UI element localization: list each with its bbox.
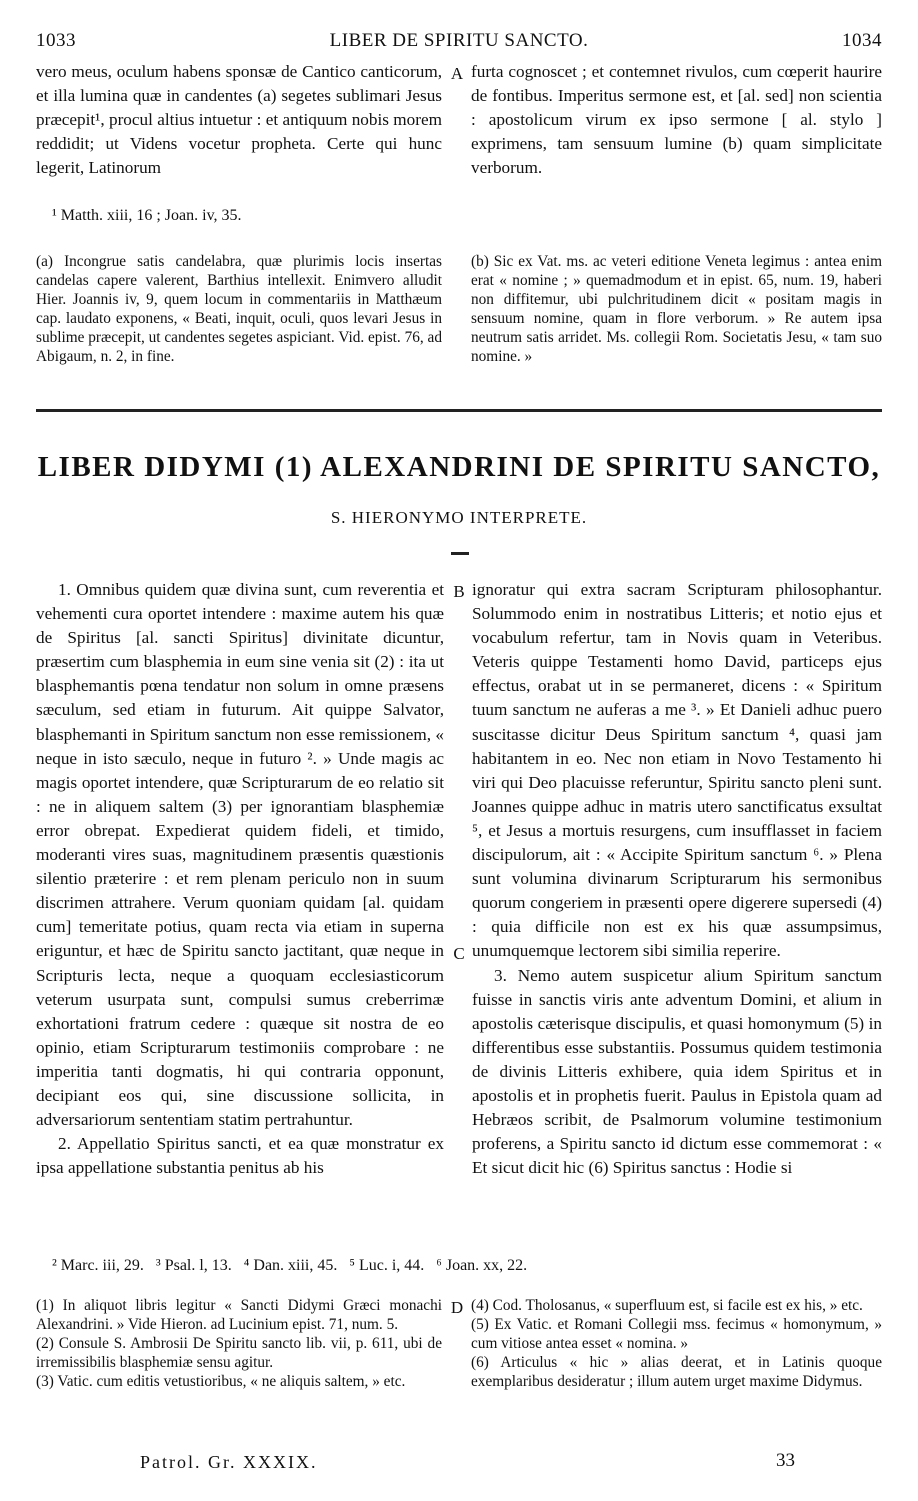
body-footnote-refs: ² Marc. iii, 29. ³ Psal. l, 13. ⁴ Dan. xiii, 45. ⁵ Luc. i, 44. ⁶ Joan. xx, 22. [52, 1257, 528, 1274]
margin-marker-c: C [453, 944, 465, 963]
section-divider [36, 409, 882, 412]
running-head [36, 30, 882, 60]
note-b-text: (b) Sic ex Vat. ms. ac veteri editione Veneta legimus : antea enim erat « nomine ; » quemadmodum et in epist. 65, num. 19, haberi non diffitemur, ubi pulchritudinem dicit « positam magis in sensuum nomine, quam in flore verborum. » Re autem ipsa neutrum satis arridet. Ms. collegii Rom. Societatis Jesu, « tam suo nomine. » [471, 253, 882, 365]
notes-right [471, 1296, 882, 1391]
note-4: (4) Cod. Tholosanus, « superfluum est, si facile est ex his, » etc. [471, 1297, 863, 1314]
note-3: (3) Vatic. cum editis vetustioribus, « ne aliquis saltem, » etc. [36, 1373, 406, 1390]
note-a-text: (a) Incongrue satis candelabra, quæ plurimis locis insertas candelas capere valerent, Barthius intellexit. Enimvero alludit Hier. Joannis iv, 9, quem locum in commentariis in Matthæum cap. laudato exponens, « Beati, inquit, oculi, quos levari Jesus in sublime præcepit, ut candentes segetes aspiciant. Vid. epist. 76, ad Abigaum, n. 2, in fine. [36, 253, 442, 365]
work-subtitle: S. HIERONYMO INTERPRETE. [330, 508, 588, 527]
top-left-column [36, 60, 442, 180]
paragraph-1: 1. Omnibus quidem quæ divina sunt, cum reverentia et vehementi cura oportet intendere : maxime autem his quæ de Spiritus [al. sancti Spiritus] divinitate dicuntur, præsertim cum blasphemia in eum sine venia sit (2) : ita ut blasphemantis pœna tendatur non solum in omne præsens sæculum, sed etiam in futurum. Ait quippe Salvator, blasphemanti in Spiritum sanctum non esse remissionem, « neque in isto sæculo, neque in futuro ². » Unde magis ac magis oportet intendere, quæ Scripturarum de eo relatio sit : ne in aliquem saltem (3) per ignorantiam blasphemiæ error obrepat. Expedierat quidem fideli, et timido, moderanti vires suas, magnitudinem præsentis quæstionis silentio præterire : et rem plenam periculo non in suum discrimen attrahere. Verum quoniam quidam [al. quidam cum] temeritate potius, quam recta via etiam in superna eriguntur, et hæc de Spiritu sancto jactitant, quæ neque in Scripturis lecta, neque a quoquam ecclesiasticorum veterum usurpata sunt, compulsi sumus creberrimæ exhortationi fratrum cedere : quæque sit nostra de eo opinio, etiam Scripturarum testimoniis comprobare : ne imperitia tanti dogmatis, hi qui contraria opponunt, decipiant eos qui, sine discussione sollicita, in adversariorum sententiam statim pertrahuntur. [36, 580, 444, 1130]
paragraph-2-cont: ignoratur qui extra sacram Scripturam philosophantur. Solummodo enim in nostratibus Litteris; et notio ejus et vocabulum refertur, tam in Novis quam in Veteribus. Veteris quippe Testamenti homo David, particeps ejus effectus, orabat ut in se permaneret, dicens : « Spiritum tuum sanctum ne auferas a me ³. » Et Danieli adhuc puero suscitasse dicitur Deus Spiritum sanctum ⁴, quasi jam habitantem in eo. Nec non etiam in Novo Testamento hi viri qui Deo placuisse referuntur, Spiritu sancto pleni sunt. Joannes quippe adhuc in matris utero sanctificatus exsultat ⁵, et Jesus a mortuis resurgens, cum insufflasset in faciem discipulorum, ait : « Accipite Spiritum sanctum ⁶. » Plena sunt volumina divinarum Scripturarum his sermonibus quorum congeriem in præsenti opere digerere supersedi (4) : quia difficile non est ex his quæ assumpsimus, unumquemque lectorem sibi similia reperire. [472, 580, 882, 961]
margin-marker-b: B [453, 582, 465, 601]
margin-marker-a: A [450, 64, 464, 83]
series-footer: Patrol. Gr. XXXIX. [140, 1452, 318, 1472]
paragraph-3: 3. Nemo autem suspicetur alium Spiritum sanctum fuisse in sanctis viris ante adventum Domini, et alium in apostolis cæterisque discipulis, et quasi homonymum (5) in differentibus esse substantiis. Possumus quidem testimonia de divinis Litteris exhibere, quia idem Spiritus et in apostolis et in prophetis fuerit. Paulus in Epistola quam ad Hebræos scribit, de Psalmorum volumine testimonium proferens, a Spiritu sancto id dictum esse commemorat : « Et sicut dicit hic (6) Spiritus sanctus : Hodie si [472, 965, 882, 1178]
note-6: (6) Articulus « hic » alias deerat, et in Latinis quoque exemplaribus desideratur ; illum autem urget maxime Didymus. [471, 1354, 882, 1390]
note-a [36, 252, 442, 366]
page-number-right: 1034 [842, 30, 882, 51]
body-left-column [36, 578, 444, 1180]
running-title: LIBER DE SPIRITU SANCTO. [329, 30, 589, 51]
top-right-column [471, 60, 882, 180]
note-1: (1) In aliquot libris legitur « Sancti Didymi Græci monachi Alexandrini. » Vide Hieron. ad Lucinium epist. 71, num. 5. [36, 1297, 442, 1333]
note-5: (5) Ex Vatic. et Romani Collegii mss. fecimus « homonymum, » cum vitiose antea esset « nomina. » [471, 1316, 882, 1352]
work-title: LIBER DIDYMI (1) ALEXANDRINI DE SPIRITU SANCTO, [37, 451, 881, 483]
paragraph-2: 2. Appellatio Spiritus sancti, et ea quæ monstratur ex ipsa appellatione substantia penitus ab his [36, 1134, 444, 1178]
note-2: (2) Consule S. Ambrosii De Spiritu sancto lib. vii, p. 611, ubi de irremissibilis blasphemiæ sensu agitur. [36, 1335, 442, 1371]
page-number-left: 1033 [36, 30, 76, 51]
title-dash [451, 552, 469, 555]
top-footnote-refs: ¹ Matth. xiii, 16 ; Joan. iv, 35. [52, 207, 242, 224]
body-right-column [472, 578, 882, 1180]
top-right-text: furta cognoscet ; et contemnet rivulos, cum cœperit haurire de fontibus. Imperitus sermone est, et [al. sed] non scientia : apostolicum virum ex ipso sermone [ al. stylo ] exprimens, tam sensuum lumine (b) quam simplicitate verborum. [471, 62, 882, 178]
notes-left [36, 1296, 442, 1391]
top-left-text: vero meus, oculum habens sponsæ de Cantico canticorum, et illa lumina quæ in candentes (a) segetes sublimari Jesus præcepit¹, procul altius intuetur : et antiquum nobis morem reddidit; ut Videns vocetur propheta. Certe qui hunc legerit, Latinorum [36, 62, 442, 178]
margin-marker-d: D [450, 1298, 464, 1317]
note-b [471, 252, 882, 366]
signature-mark: 33 [776, 1450, 795, 1471]
